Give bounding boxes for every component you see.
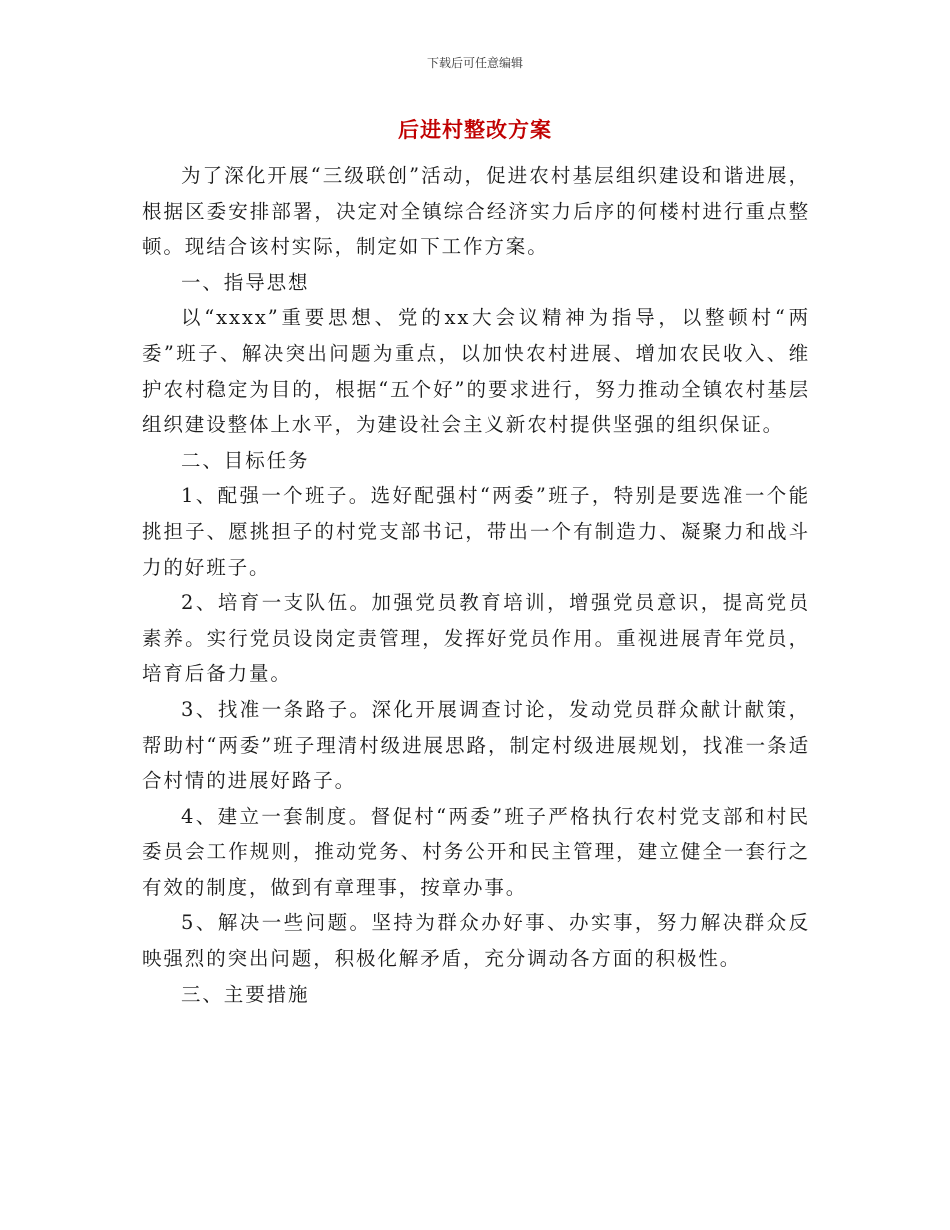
section-heading-guiding-thought: 一、指导思想: [181, 270, 310, 294]
paragraph-goal-4: 4、建立一套制度。督促村“两委”班子严格执行农村党支部和村民委员会工作规则，推动党务、村务公开和民主管理，建立健全一套行之有效的制度，做到有章理事，按章办事。: [142, 804, 810, 899]
paragraph-goal-2: 2、培育一支队伍。加强党员教育培训，增强党员意识，提高党员素养。实行党员设岗定责管理，发挥好党员作用。重视进展青年党员，培育后备力量。: [142, 591, 810, 686]
section-heading-goals: 二、目标任务: [181, 448, 310, 472]
paragraph-goal-1: 1、配强一个班子。选好配强村“两委”班子，特别是要选准一个能挑担子、愿挑担子的村党支部书记，带出一个有制造力、凝聚力和战斗力的好班子。: [142, 484, 810, 579]
paragraph-goal-3: 3、找准一条路子。深化开展调查讨论，发动党员群众献计献策，帮助村“两委”班子理清村级进展思路，制定村级进展规划，找准一条适合村情的进展好路子。: [142, 697, 810, 793]
paragraph-intro: 为了深化开展“三级联创”活动，促进农村基层组织建设和谐进展，根据区委安排部署，决定对全镇综合经济实力后序的何楼村进行重点整顿。现结合该村实际，制定如下工作方案。: [142, 164, 810, 259]
paragraph-guiding-thought: 以“xxxx”重要思想、党的xx大会议精神为指导，以整顿村“两委”班子、解决突出问题为重点，以加快农村进展、增加农民收入、维护农村稳定为目的，根据“五个好”的要求进行，努力推动全镇农村基层组织建设整体上水平，为建设社会主义新农村提供坚强的组织保证。: [142, 306, 810, 437]
document-body: [142, 158, 810, 1012]
section-heading-measures: 三、主要措施: [181, 982, 310, 1006]
header-note: 下载后可任意编辑: [426, 56, 523, 70]
document-title: 后进村整改方案: [398, 118, 552, 142]
paragraph-goal-5: 5、解决一些问题。坚持为群众办好事、办实事，努力解决群众反映强烈的突出问题，积极化解矛盾，充分调动各方面的积极性。: [142, 911, 810, 971]
